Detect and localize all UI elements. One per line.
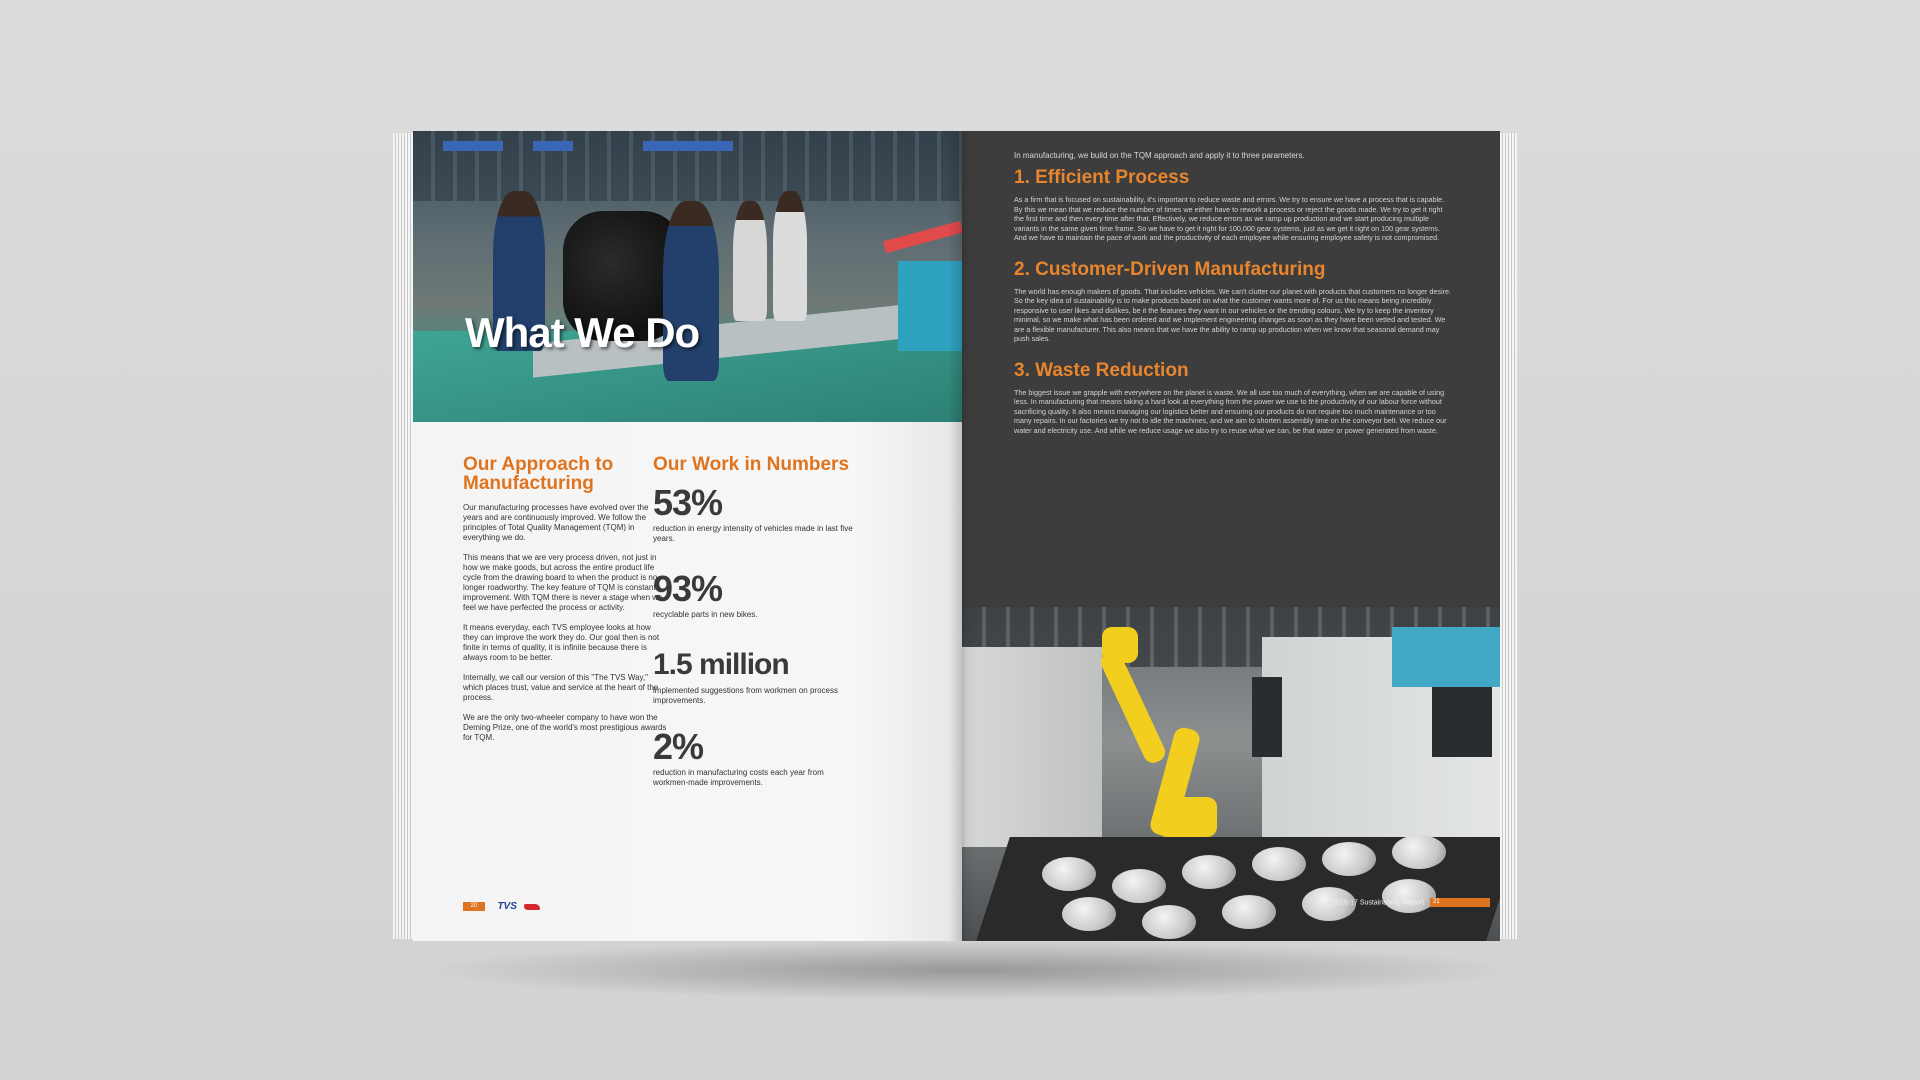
left-footer [463,898,540,913]
stat-description: reduction in energy intensity of vehicles made in last five years. [653,524,853,543]
section-heading: 1. Efficient Process [1014,167,1190,188]
left-page [413,131,962,941]
section-body: The biggest issue we grapple with everywhere on the planet is waste. We all use too much of everything, when we are capable of using less. In manufacturing that means taking a hard look at everything from the power we use to the productivity of our labour force without sacrificing quality. It also means managing our logistics better and ensuring our products do not require too much maintenance or too many repairs. In our factories we try not to idle the machines, and we aim to shorten assembly time on the conveyor belt. We reduce our water and electricity use. And while we reduce usage we also try to reuse what we can, be that water or power generated from waste. [1014,387,1447,435]
stat-value: 1.5 million [653,648,789,681]
left-page-edges [393,133,415,939]
page-number: 20 [463,902,485,911]
horse-logo-icon [524,904,540,910]
dark-text-panel [962,131,1500,607]
stat-item [653,484,853,544]
approach-paragraph: Internally, we call our version of this "The TVS Way," which places trust, value and service at the heart of the process. [463,673,659,702]
robot-arm-photo [962,607,1500,941]
stat-value: 53% [653,482,723,523]
section-body: The world has enough makers of goods. That includes vehicles. We can't clutter our planet with products that customers no longer desire. So the key idea of sustainability is to make products based on what the customer wants more of. For us this means being incredibly responsive to user likes and dislikes, be it the features they want in our vehicles or the trending colours. We try to keep the inventory minimal, so we make what has been ordered and we implement engineering changes as soon as they have been vetted and tested. We are a flexible manufacturer. This also means that we have the ability to ramp up production when we know that seasonal demand may push sales. [1014,286,1451,343]
approach-heading: Our Approach to Manufacturing [463,454,614,494]
section-heading: 3. Waste Reduction [1014,359,1189,381]
stat-value: 2% [653,726,704,767]
numbers-heading: Our Work in Numbers [653,454,850,475]
right-page [962,131,1500,941]
stat-item [653,646,853,706]
stat-value: 93% [653,568,723,609]
intro-text: In manufacturing, we build on the TQM approach and apply it to three parameters. [1014,151,1305,160]
stat-item [653,570,853,620]
approach-paragraph: It means everyday, each TVS employee looks at how they can improve the work they do. Our goal then is not finite in terms of quality, it is infinite because there is always room to be better. [463,623,660,662]
right-page-edges [1497,133,1517,939]
book-shadow [420,940,1520,1000]
stat-description: recyclable parts in new bikes. [653,610,758,619]
stat-description: implemented suggestions from workmen on process improvements. [653,686,838,705]
page-number: 21 [1430,898,1490,907]
section-heading: 2. Customer-Driven Manufacturing [1014,258,1326,280]
approach-paragraph: Our manufacturing processes have evolved over the years and are continuously improved. We follow the principles of Total Quality Management (TQM) in everything we do. [463,503,649,542]
report-label: 2016-17 Sustainability Report [1332,899,1425,907]
assembly-line-photo [413,131,962,422]
stat-item [653,728,853,788]
approach-paragraph: This means that we are very process driven, not just in how we make goods, but across the entire product life cycle from the drawing board to when the product is no longer roadworthy. The key feature of TQM is constant improvement. With TQM there is never a stage when we feel we have perfected the process or activity. [463,553,663,612]
section-body: As a firm that is focused on sustainability, it's important to reduce waste and errors. We try to ensure we have a process that is capable. By this we mean that we reduce the number of times we either have to rework a process or reject the goods made. We try to get it right the first time and then every time after that. Effectively, we reduce errors as we ramp up production and we start producing multiple variants in the same given time frame. So we have to get it right for 100,000 gear systems, just as we get it right on 100 gear systems. And we have to maintain the pace of work and the productivity of each employee while ensuring employee safety is not compromised. [1014,195,1445,242]
approach-column [463,455,668,753]
tvs-logo: TVS [497,901,517,913]
numbers-column [653,455,853,806]
stat-description: reduction in manufacturing costs each year from workmen-made improvements. [653,768,824,787]
right-footer [1332,898,1490,907]
approach-paragraph: We are the only two-wheeler company to have won the Deming Prize, one of the world's most prestigious awards for TQM. [463,713,667,742]
open-brochure [393,131,1517,941]
hero-title: What We Do [465,309,700,356]
